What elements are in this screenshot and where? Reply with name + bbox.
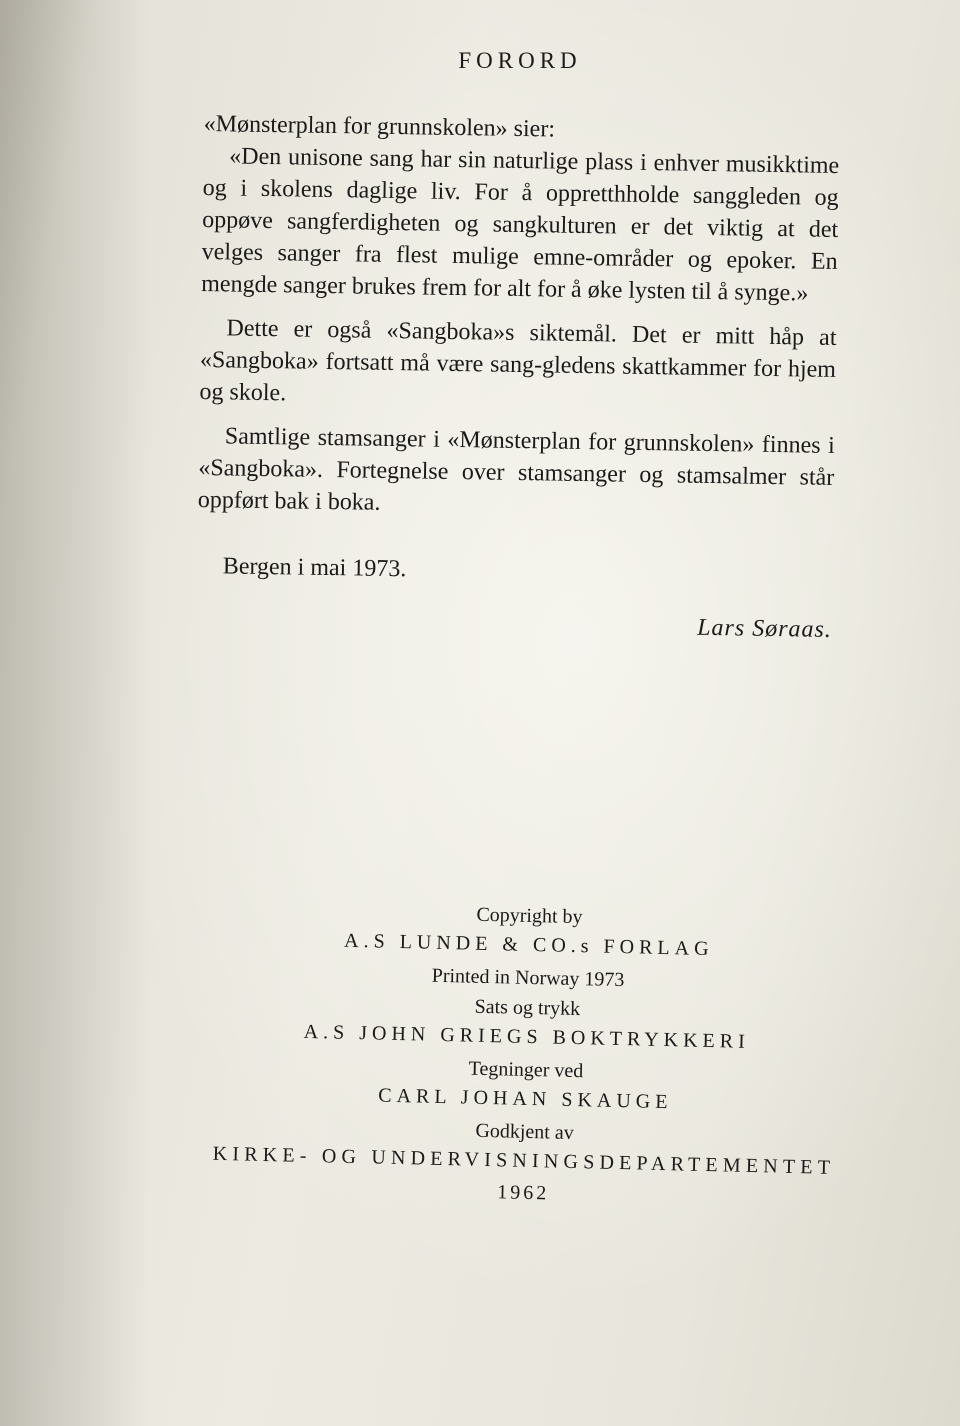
illustrator-name: CARL JOHAN SKAUGE: [377, 1084, 673, 1114]
page-shadow: [0, 0, 150, 1426]
print-label: Sats og trykk: [474, 995, 581, 1021]
songs-paragraph: Samtlige stamsanger i «Mønsterplan for grunnskolen» finnes i «Sangboka». Fortegnelse over stamsanger og stamsalmer står oppført bak i boka.: [197, 423, 835, 516]
foreword-text: [196, 108, 840, 646]
printed-line: Printed in Norway 1973: [431, 964, 625, 992]
printer-name: A.S JOHN GRIEGS BOKTRYKKERI: [303, 1020, 751, 1053]
approved-label: Godkjent av: [475, 1119, 574, 1144]
intro-paragraph: «Mønsterplan for grunnskolen» sier:: [203, 110, 556, 143]
place-date: Bergen i mai 1973.: [222, 553, 407, 583]
quote-paragraph: «Den unisone sang har sin naturlige plass i enhver musikktime og i skolens daglige liv. For å oppretthholde sanggleden og oppøve sangferdigheten og sangkulturen er det viktig at det velges sanger fra flest mulige emne-områder og epoker. En mengde sanger brukes frem for alt for å øke lysten til å synge.»: [201, 143, 840, 307]
approval-year: 1962: [496, 1181, 550, 1205]
copyright-label: Copyright by: [476, 903, 583, 929]
page-heading: FORORD: [458, 48, 582, 73]
drawings-label: Tegninger ved: [468, 1057, 584, 1083]
ministry-name: KIRKE- OG UNDERVISNINGSDEPARTEMENTET: [212, 1142, 836, 1179]
publisher-name: A.S LUNDE & CO.s FORLAG: [343, 929, 714, 961]
aim-paragraph: Dette er også «Sangboka»s siktemål. Det er mitt håp at «Sangboka» fortsatt må være sang-gledens skattkammer for hjem og skole.: [199, 315, 837, 407]
imprint-block: [173, 890, 880, 1213]
author-signature: Lars Søraas.: [696, 614, 833, 643]
